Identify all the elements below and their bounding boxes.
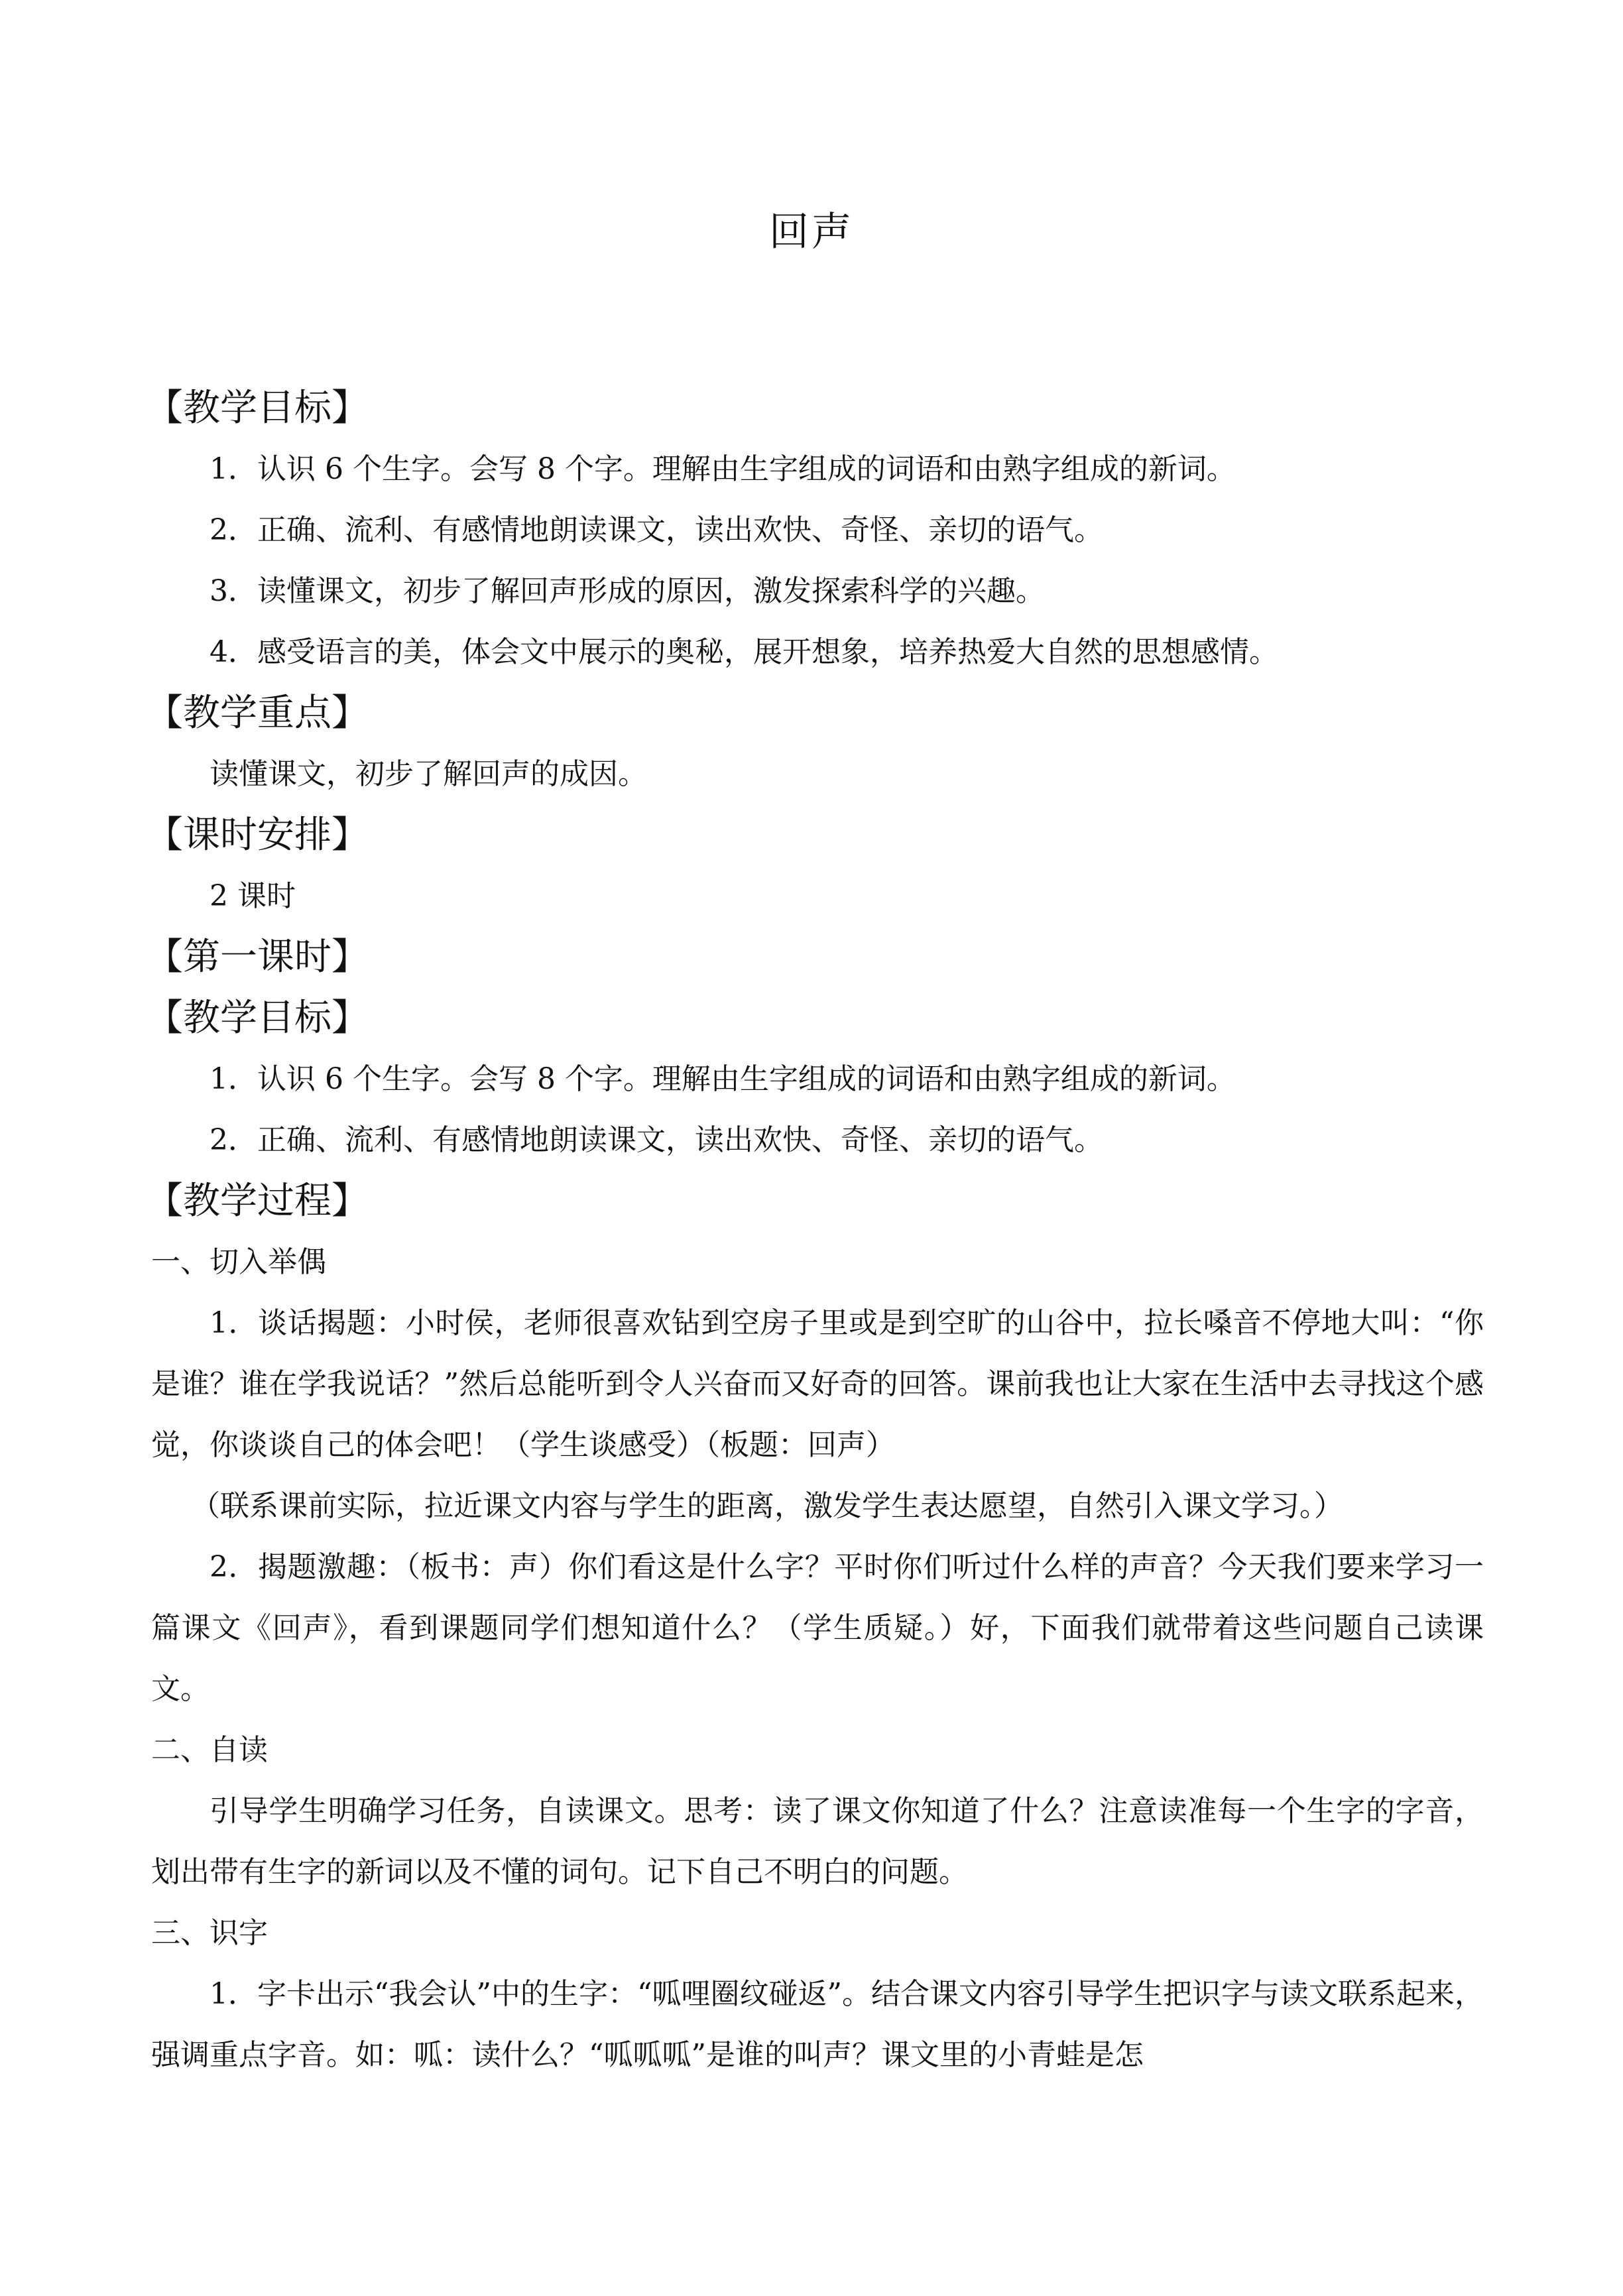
document-title: 回声 xyxy=(769,209,854,255)
heading-first-lesson: 【第一课时】 xyxy=(146,936,369,979)
document-body xyxy=(146,378,1484,2086)
heading-key-points: 【教学重点】 xyxy=(146,692,369,735)
goal-item-4: 4．感受语言的美，体会文中展示的奥秘，展开想象，培养热爱大自然的思想感情。 xyxy=(210,635,1278,669)
intro-note: （联系课前实际，拉近课文内容与学生的距离，激发学生表达愿望，自然引入课文学习。） xyxy=(191,1489,1343,1523)
section-intro: 一、切入举偶 xyxy=(151,1245,326,1279)
schedule-text: 2 课时 xyxy=(210,879,296,913)
lesson-goal-item-1: 1．认识 6 个生字。会写 8 个字。理解由生字组成的词语和由熟字组成的新词。 xyxy=(210,1062,1236,1096)
self-reading-para: 引导学生明确学习任务，自读课文。思考：读了课文你知道了什么？注意读准每一个生字的字音，划出带有生字的新词以及不懂的词句。记下自己不明白的问题。 xyxy=(151,1794,1484,1889)
goal-item-1: 1．认识 6 个生字。会写 8 个字。理解由生字组成的词语和由熟字组成的新词。 xyxy=(210,452,1236,486)
section-literacy: 三、识字 xyxy=(151,1916,268,1950)
intro-para-2: 2．揭题激趣：（板书：声）你们看这是什么字？平时你们听过什么样的声音？今天我们要来学习一篇课文《回声》，看到课题同学们想知道什么？（学生质疑。）好，下面我们就带着这些问题自己读课文。 xyxy=(151,1550,1484,1706)
key-point-text: 读懂课文，初步了解回声的成因。 xyxy=(210,757,647,791)
goal-item-3: 3．读懂课文，初步了解回声形成的原因，激发探索科学的兴趣。 xyxy=(210,574,1045,608)
section-self-reading: 二、自读 xyxy=(151,1733,268,1767)
heading-process: 【教学过程】 xyxy=(146,1179,369,1223)
heading-lesson-goals: 【教学目标】 xyxy=(146,997,369,1040)
intro-para-1: 1．谈话揭题：小时侯，老师很喜欢钻到空房子里或是到空旷的山谷中，拉长嗓音不停地大叫：“你是谁？谁在学我说话？”然后总能听到令人兴奋而又好奇的回答。课前我也让大家在生活中去寻找这个感觉，你谈谈自己的体会吧！（学生谈感受）（板题：回声） xyxy=(151,1306,1484,1462)
literacy-para-1: 1．字卡出示“我会认”中的生字：“呱哩圈纹碰返”。结合课文内容引导学生把识字与读文联系起来，强调重点字音。如：呱：读什么？“呱呱呱”是谁的叫声？课文里的小青蛙是怎 xyxy=(151,1977,1484,2072)
lesson-goal-item-2: 2．正确、流利、有感情地朗读课文，读出欢快、奇怪、亲切的语气。 xyxy=(210,1123,1103,1157)
heading-teaching-goals: 【教学目标】 xyxy=(146,387,369,430)
heading-schedule: 【课时安排】 xyxy=(146,814,369,857)
goal-item-2: 2．正确、流利、有感情地朗读课文，读出欢快、奇怪、亲切的语气。 xyxy=(210,513,1103,547)
